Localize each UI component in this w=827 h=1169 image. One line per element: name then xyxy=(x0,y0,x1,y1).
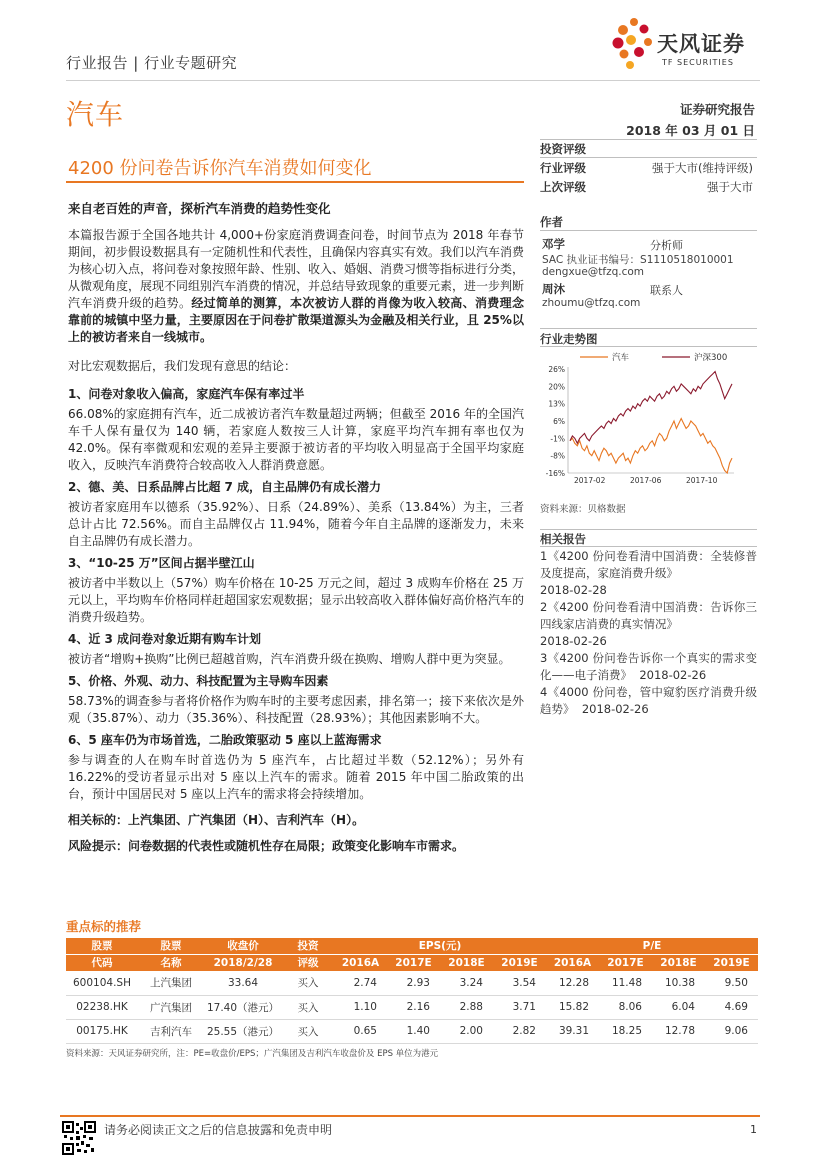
chart-source: 资料来源：贝格数据 xyxy=(540,504,626,515)
table-cell: 2.82 xyxy=(493,1019,546,1043)
related-report-date: 2018-02-26 xyxy=(581,702,649,716)
section-heading: 4、近 3 成问卷对象近期有购车计划 xyxy=(68,632,262,646)
risk-warning: 风险提示：问卷数据的代表性或随机性存在局限；政策变化影响车市需求。 xyxy=(68,839,465,853)
related-report-item[interactable] xyxy=(540,599,757,650)
report-date: 2018 年 03 月 01 日 xyxy=(626,123,755,138)
related-report-title: 3《4200 份问卷告诉你一个真实的需求变化——电子消费》 xyxy=(540,651,757,682)
column-header: 2017E xyxy=(387,955,440,972)
column-header: 2018E xyxy=(440,955,493,972)
section-body: 被访者中半数以上（57%）购车价格在 10-25 万元之间，超过 3 成购车价格在 25 万元以上，平均购车价格同样赶超国家宏观数据；显示出较高收入群体偏好高价格汽车的消费升级趋势。 xyxy=(68,576,525,624)
related-report-date: 2018-02-26 xyxy=(540,634,607,648)
table-cell: 15.82 xyxy=(546,995,599,1019)
trend-top-divider xyxy=(540,328,757,329)
table-cell: 33.64 xyxy=(204,971,282,995)
industry-title: 汽车 xyxy=(66,98,125,131)
table-cell: 11.48 xyxy=(599,971,652,995)
trend-heading: 行业走势图 xyxy=(540,332,598,346)
intro-bold-text: 经过简单的测算，本次被访人群的肖像为收入较高、消费理念靠前的城镇中坚力量，主要原因在于问卷扩散渠道源头为金融及相关行业，且 25%以上的被访者来自一线城市。 xyxy=(68,296,524,344)
section-heading: 5、价格、外观、动力、科技配置为主导购车因素 xyxy=(68,674,329,688)
table-cell: 3.24 xyxy=(440,971,493,995)
related-top-divider xyxy=(540,529,757,530)
table-cell: 0.65 xyxy=(334,1019,387,1043)
recommendation-table xyxy=(66,938,758,1044)
authors-heading: 作者 xyxy=(540,215,563,229)
header-divider xyxy=(66,80,760,81)
author-name: 周沐 xyxy=(542,282,565,296)
company-logo xyxy=(610,16,780,76)
rating-row xyxy=(540,178,757,197)
table-row xyxy=(66,995,758,1019)
series-line xyxy=(570,419,732,474)
rating-divider xyxy=(540,157,757,158)
section-body: 58.73%的调查参与者将价格作为购车时的主要考虑因素，排名第一；接下来依次是外观（35.87%）、动力（35.36%）、科技配置（28.93%）；其他因素影响不大。 xyxy=(68,694,524,725)
footer-divider xyxy=(60,1115,760,1117)
authors-divider xyxy=(540,230,757,231)
table-cell: 600104.SH xyxy=(66,971,138,995)
table-header-row xyxy=(66,938,758,955)
column-header: 2016A xyxy=(546,955,599,972)
table-cell: 10.38 xyxy=(652,971,705,995)
lead-text: 对比宏观数据后，我们发现有意思的结论： xyxy=(68,359,297,373)
industry-trend-chart xyxy=(540,345,760,495)
table-cell: 18.25 xyxy=(599,1019,652,1043)
table-cell: 9.06 xyxy=(705,1019,758,1043)
report-label: 证券研究报告 xyxy=(679,102,755,117)
author-email: zhoumu@tfzq.com xyxy=(542,297,641,309)
column-header: 2018/2/28 xyxy=(204,955,282,972)
table-cell: 2.88 xyxy=(440,995,493,1019)
section-heading: 1、问卷对象收入偏高，家庭汽车保有率过半 xyxy=(68,387,305,401)
rating-top-divider xyxy=(540,139,757,140)
column-header: 投资 xyxy=(282,938,334,955)
rating-key: 上次评级 xyxy=(540,180,586,194)
table-cell: 12.28 xyxy=(546,971,599,995)
table-cell: 2.93 xyxy=(387,971,440,995)
table-row xyxy=(66,971,758,995)
table-cell: 12.78 xyxy=(652,1019,705,1043)
related-report-date: 2018-02-26 xyxy=(639,668,707,682)
table-cell: 买入 xyxy=(282,995,334,1019)
column-header: P/E xyxy=(546,938,758,955)
table-cell: 1.40 xyxy=(387,1019,440,1043)
column-header: 名称 xyxy=(138,955,204,972)
section-heading: 6、5 座车仍为市场首选，二胎政策驱动 5 座以上蓝海需求 xyxy=(68,733,382,747)
rating-key: 行业评级 xyxy=(540,161,586,175)
column-header: 评级 xyxy=(282,955,334,972)
related-targets: 相关标的：上汽集团、广汽集团（H）、吉利汽车（H）。 xyxy=(68,813,365,827)
table-cell: 02238.HK xyxy=(66,995,138,1019)
rating-heading: 投资评级 xyxy=(540,142,586,156)
summary-column xyxy=(68,200,524,855)
table-cell: 39.31 xyxy=(546,1019,599,1043)
table-row xyxy=(66,1019,758,1043)
column-header: 2018E xyxy=(652,955,705,972)
related-report-title: 2《4200 份问卷看清中国消费：告诉你三四线家店消费的真实情况》 xyxy=(540,600,757,631)
table-cell: 4.69 xyxy=(705,995,758,1019)
table-cell: 17.40（港元） xyxy=(204,995,282,1019)
page-number: 1 xyxy=(750,1123,757,1136)
logo-name: 天风证券 xyxy=(657,32,745,56)
series-line xyxy=(570,372,732,444)
column-header: 收盘价 xyxy=(204,938,282,955)
related-report-item[interactable] xyxy=(540,650,757,684)
table-title: 重点标的推荐 xyxy=(66,919,142,934)
table-cell: 2.00 xyxy=(440,1019,493,1043)
report-type: 行业报告 | 行业专题研究 xyxy=(66,54,238,72)
table-cell: 2.16 xyxy=(387,995,440,1019)
column-header: 股票 xyxy=(138,938,204,955)
related-report-item[interactable] xyxy=(540,548,757,599)
summary-subtitle: 来自老百姓的声音，探析汽车消费的趋势性变化 xyxy=(68,201,331,216)
column-header: 2019E xyxy=(493,955,546,972)
table-cell: 2.74 xyxy=(334,971,387,995)
column-header: EPS(元) xyxy=(334,938,546,955)
section-body: 被访者“增购+换购”比例已超越首购，汽车消费升级在换购、增购人群中更为突显。 xyxy=(68,652,511,666)
x-tick-label: 2017-06 xyxy=(630,476,662,485)
author-email: dengxue@tfzq.com xyxy=(542,266,645,278)
table-cell: 8.06 xyxy=(599,995,652,1019)
table-cell: 3.71 xyxy=(493,995,546,1019)
y-tick-label: 13% xyxy=(548,399,565,409)
y-tick-label: -16% xyxy=(545,469,565,478)
table-cell: 上汽集团 xyxy=(138,971,204,995)
y-tick-label: 20% xyxy=(548,382,565,392)
table-cell: 买入 xyxy=(282,1019,334,1043)
column-header: 2017E xyxy=(599,955,652,972)
x-tick-label: 2017-10 xyxy=(686,476,718,485)
section-heading: 2、德、美、日系品牌占比超 7 成，自主品牌仍有成长潜力 xyxy=(68,480,382,494)
legend-label: 汽车 xyxy=(612,353,630,363)
title-underline xyxy=(66,181,524,183)
table-cell: 广汽集团 xyxy=(138,995,204,1019)
related-report-item[interactable] xyxy=(540,684,757,718)
intro-text: 本篇报告源于全国各地共计 4,000+份家庭消费调查问卷，时间节点为 2018 年春节期间，初步假设数据具有一定随机性和代表性，且确保内容真实有效。我们以汽车消费为核心切入点，将问卷对象按照年龄、性别、收入、婚姻、消费习惯等指标进行分类，从微观角度，展现不同组别汽车消费的情况，并总结导致现象的重要元素，进一步判断汽车消费升级的趋势。 xyxy=(68,228,525,310)
table-cell: 3.54 xyxy=(493,971,546,995)
table-cell: 00175.HK xyxy=(66,1019,138,1043)
author-role: 分析师 xyxy=(650,239,683,252)
related-report-date: 2018-02-28 xyxy=(540,583,607,597)
disclaimer-link[interactable]: 请务必阅读正文之后的信息披露和免责申明 xyxy=(104,1123,333,1137)
rating-value: 强于大市 xyxy=(707,180,753,194)
table-cell: 买入 xyxy=(282,971,334,995)
related-report-title: 1《4200 份问卷看清中国消费：全装修普及度提高，家庭消费升级》 xyxy=(540,549,757,580)
intro-paragraph xyxy=(68,227,524,346)
rating-value: 强于大市(维持评级) xyxy=(652,161,753,175)
x-tick-label: 2017-02 xyxy=(574,476,606,485)
y-tick-label: 6% xyxy=(553,417,565,426)
table-note: 资料来源：天风证券研究所，注：PE=收盘价/EPS；广汽集团及吉利汽车收盘价及 EPS 单位为港元 xyxy=(66,1049,439,1059)
column-header: 2019E xyxy=(705,955,758,972)
column-header: 股票 xyxy=(66,938,138,955)
y-tick-label: -8% xyxy=(550,451,565,461)
related-divider xyxy=(540,546,757,547)
section-body: 被访者家庭用车以德系（35.92%）、日系（24.89%）、美系（13.84%）为主，三者总计占比 72.56%。而自主品牌仅占 11.94%，随着今年自主品牌的逐渐发力，未来自主品牌仍有成长潜力。 xyxy=(68,500,524,548)
qr-code-icon xyxy=(62,1121,96,1155)
table-cell: 6.04 xyxy=(652,995,705,1019)
author-role: 联系人 xyxy=(650,284,683,297)
table-cell: 9.50 xyxy=(705,971,758,995)
y-tick-label: 26% xyxy=(548,365,565,374)
y-tick-label: -1% xyxy=(550,434,565,444)
related-reports-heading: 相关报告 xyxy=(540,532,586,546)
logo-english-name: TF SECURITIES xyxy=(662,58,734,67)
section-body: 参与调查的人在购车时首选仍为 5 座汽车，占比超过半数（52.12%）；另外有 16.22%的受访者显示出对 5 座以上汽车的需求。随着 2015 年中国二胎政策的出台，预计中国居民对 5 座以上汽车的需求将会持续增加。 xyxy=(68,753,524,801)
related-report-title: 4《4000 份问卷，管中窥豹医疗消费升级趋势》 xyxy=(540,685,757,716)
author-name: 邓学 xyxy=(542,237,565,251)
column-header: 代码 xyxy=(66,955,138,972)
rating-row xyxy=(540,159,757,178)
main-title: 4200 份问卷告诉你汽车消费如何变化 xyxy=(68,158,372,179)
section-heading: 3、“10-25 万”区间占据半壁江山 xyxy=(68,556,255,570)
related-reports-list xyxy=(540,548,757,718)
section-body: 66.08%的家庭拥有汽车，近二成被访者汽车数量超过两辆；但截至 2016 年的全国汽车千人保有量仅为 140 辆，若家庭人数按三人计算，家庭平均汽车拥有率也仅为 42.0%。保有率微观和宏观的差异主要源于被访者的平均收入明显高于全国平均家庭收入，反映汽车消费符合较高收入人群消费意愿。 xyxy=(68,407,524,472)
legend-label: 沪深300 xyxy=(694,353,728,363)
table-cell: 1.10 xyxy=(334,995,387,1019)
table-cell: 25.55（港元） xyxy=(204,1019,282,1043)
table-cell: 吉利汽车 xyxy=(138,1019,204,1043)
author-certificate: SAC 执业证书编号：S1110518010001 xyxy=(542,254,734,266)
column-header: 2016A xyxy=(334,955,387,972)
logo-mark-icon xyxy=(610,16,658,72)
table-header-row xyxy=(66,955,758,972)
